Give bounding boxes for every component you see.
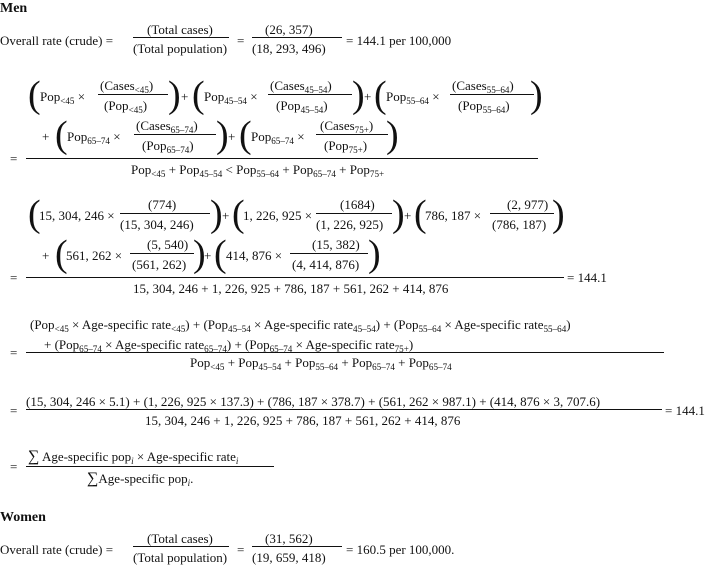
men-population-value: (18, 293, 496)	[252, 41, 326, 56]
fraction-bar	[133, 546, 229, 547]
men-overall-label: Overall rate (crude) =	[0, 33, 114, 48]
women-total-population-label: (Total population)	[133, 550, 228, 565]
men-total-population-label: (Total population)	[133, 41, 228, 56]
fraction-bar	[133, 37, 229, 38]
fraction-bar	[252, 546, 342, 547]
men-total-cases-label: (Total cases)	[147, 22, 213, 37]
men-cases-value: (26, 357)	[265, 22, 313, 37]
equals-sign: =	[237, 33, 245, 48]
women-heading: Women	[0, 510, 46, 525]
fraction-bar	[252, 37, 342, 38]
men-heading: Men	[0, 1, 28, 16]
men-crude-rate-result: = 144.1 per 100,000	[346, 33, 452, 48]
women-crude-rate-result: = 160.5 per 100,000.	[346, 542, 455, 557]
women-cases-value: (31, 562)	[265, 531, 313, 546]
equals-sign: =	[237, 542, 245, 557]
women-population-value: (19, 659, 418)	[252, 550, 326, 565]
women-overall-label: Overall rate (crude) =	[0, 542, 114, 557]
women-total-cases-label: (Total cases)	[147, 531, 213, 546]
